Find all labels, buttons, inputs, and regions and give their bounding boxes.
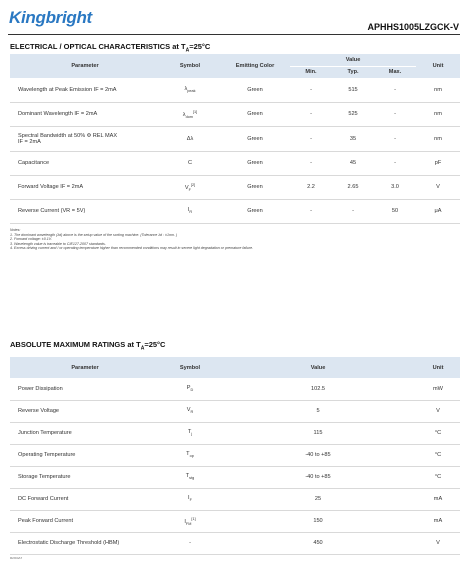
typ-cell: 45 <box>332 151 374 175</box>
parameter-cell <box>10 78 160 102</box>
table-row <box>10 466 460 488</box>
symbol-cell <box>160 466 220 488</box>
parameter-label: Wavelength at Peak Emission IF = 2mA <box>18 86 117 93</box>
parameter-cell <box>10 126 160 151</box>
min-cell: 2.2 <box>290 175 332 199</box>
col-value: Value <box>290 54 416 66</box>
symbol-cell <box>160 510 220 532</box>
symbol-subscript: F <box>189 498 192 503</box>
col-parameter: Parameter <box>10 54 160 78</box>
symbol-note: [1] <box>192 109 198 114</box>
max-cell: - <box>374 126 416 151</box>
absolute-table <box>10 357 460 555</box>
symbol: V <box>186 407 191 414</box>
table-row <box>10 151 460 175</box>
symbol: - <box>189 540 191 546</box>
table-row <box>10 532 460 554</box>
symbol: λ <box>184 86 188 93</box>
col-symbol: Symbol <box>160 54 220 78</box>
max-cell: - <box>374 102 416 126</box>
max-cell: - <box>374 151 416 175</box>
min-cell: - <box>290 102 332 126</box>
emitting-color-cell: Green <box>220 126 290 151</box>
table-row <box>10 488 460 510</box>
symbol-subscript: j <box>191 432 193 437</box>
brand-logo: Kingbright <box>9 8 92 27</box>
unit-cell: nm <box>416 126 460 151</box>
typ-cell: 35 <box>332 126 374 151</box>
value-cell: 115 <box>220 422 416 444</box>
parameter-label: Forward Voltage IF = 2mA <box>18 184 84 190</box>
parameter-cell <box>10 102 160 126</box>
min-cell: - <box>290 126 332 151</box>
min-cell: - <box>290 151 332 175</box>
parameter-cell <box>10 199 160 223</box>
symbol-subscript: R <box>190 410 194 415</box>
emitting-color-cell: Green <box>220 175 290 199</box>
symbol-note: [1] <box>191 516 196 521</box>
max-cell: 50 <box>374 199 416 223</box>
parameter-cell: Storage Temperature <box>10 466 160 488</box>
emitting-color-cell: Green <box>220 78 290 102</box>
symbol: I <box>184 518 186 525</box>
symbol-cell <box>160 378 220 400</box>
table-row <box>10 199 460 223</box>
symbol-subscript: FM <box>185 521 192 526</box>
table-row <box>10 422 460 444</box>
electrical-table <box>10 54 460 224</box>
symbol: T <box>185 473 190 480</box>
parameter-cell: Reverse Voltage <box>10 400 160 422</box>
symbol: I <box>188 495 190 502</box>
table-row <box>10 78 460 102</box>
table-row <box>10 400 460 422</box>
value-cell: 102.5 <box>220 378 416 400</box>
unit-cell: mA <box>416 510 460 532</box>
typ-cell: 515 <box>332 78 374 102</box>
notes <box>10 228 253 251</box>
parameter-cell: Power Dissipation <box>10 378 160 400</box>
col-symbol: Symbol <box>160 357 220 378</box>
col-max: Max. <box>374 66 416 78</box>
symbol-cell <box>160 444 220 466</box>
unit-cell: °C <box>416 444 460 466</box>
symbol-cell <box>160 175 220 199</box>
symbol-subscript: R <box>189 210 193 215</box>
symbol-subscript: op <box>189 454 194 459</box>
typ-cell: - <box>332 199 374 223</box>
note-line: 4. Excess driving current and / or operating temperature higher than recommended conditions may result in severe light degradation or premature failure. <box>10 246 254 251</box>
parameter-cell: Peak Forward Current <box>10 510 160 532</box>
symbol: C <box>187 160 193 166</box>
unit-cell: nm <box>416 102 460 126</box>
value-cell: 5 <box>220 400 416 422</box>
unit-cell: V <box>416 400 460 422</box>
max-cell: - <box>374 78 416 102</box>
value-cell: 25 <box>220 488 416 510</box>
symbol-subscript: F <box>188 187 191 192</box>
parameter-label: Reverse Current (VR = 5V) <box>18 208 86 214</box>
symbol-cell <box>160 151 220 175</box>
symbol: P <box>186 385 191 392</box>
symbol-subscript: peak <box>187 89 196 94</box>
unit-cell: V <box>416 532 460 554</box>
page-header <box>0 0 469 38</box>
unit-cell: °C <box>416 422 460 444</box>
parameter-cell: Electrostatic Discharge Threshold (HBM) <box>10 532 160 554</box>
parameter-cell: Operating Temperature <box>10 444 160 466</box>
value-cell: 450 <box>220 532 416 554</box>
col-unit: Unit <box>416 54 460 78</box>
absolute-section-title: ABSOLUTE MAXIMUM RATINGS at $T_A=25^\circ C$ <box>10 340 166 352</box>
value-cell: 150 <box>220 510 416 532</box>
unit-cell: mA <box>416 488 460 510</box>
symbol-cell <box>160 102 220 126</box>
min-cell: - <box>290 78 332 102</box>
table-row <box>10 510 460 532</box>
col-emitting-color: Emitting Color <box>220 54 290 78</box>
parameter-label: Spectral Bandwidth at 50% Φ REL MAX <box>18 132 118 139</box>
symbol: I <box>187 207 190 214</box>
note-line: Notes: <box>10 228 21 232</box>
symbol-subscript: D <box>190 388 194 393</box>
note-line: 2. Forward voltage: ±0.1V. <box>10 237 52 242</box>
parameter-cell <box>10 151 160 175</box>
typ-cell: 525 <box>332 102 374 126</box>
note-line: 1. The dominant wavelength (λd) above is the setup value of the sorting machine. (Tolerance λd : ±1nm. ) <box>10 232 178 237</box>
note-line: 3. Wavelength value is traceable to CIE127-2007 standards. <box>10 241 106 246</box>
symbol-cell <box>160 532 220 554</box>
emitting-color-cell: Green <box>220 151 290 175</box>
symbol-cell <box>160 199 220 223</box>
electrical-section-title: ELECTRICAL / OPTICAL CHARACTERISTICS at $T_A=25^\circ C$ <box>10 42 211 54</box>
symbol: T <box>187 429 192 436</box>
col-min: Min. <box>290 66 332 78</box>
parameter-condition: IF = 2mA <box>18 138 41 145</box>
symbol-cell <box>160 126 220 151</box>
symbol-cell <box>160 488 220 510</box>
symbol: λ <box>182 111 186 118</box>
value-cell: -40 to +85 <box>220 466 416 488</box>
max-cell: 3.0 <box>374 175 416 199</box>
table-row <box>10 378 460 400</box>
parameter-cell: DC Forward Current <box>10 488 160 510</box>
unit-cell: mW <box>416 378 460 400</box>
min-cell: - <box>290 199 332 223</box>
col-unit: Unit <box>416 357 460 378</box>
parameter-cell <box>10 175 160 199</box>
value-cell: -40 to +85 <box>220 444 416 466</box>
symbol-cell <box>160 400 220 422</box>
symbol: T <box>186 451 190 458</box>
header-divider <box>8 34 460 35</box>
table-row <box>10 175 460 199</box>
table-row <box>10 444 460 466</box>
table-row <box>10 102 460 126</box>
col-typ: Typ. <box>332 66 374 78</box>
symbol-cell <box>160 78 220 102</box>
symbol: V <box>184 184 189 191</box>
symbol-note: [2] <box>190 182 196 187</box>
part-number: APHHS1005LZGCK-V <box>367 22 459 32</box>
typ-cell: 2.65 <box>332 175 374 199</box>
parameter-label: Dominant Wavelength IF = 2mA <box>18 111 98 117</box>
footer-code: R2/D4A7 <box>10 556 23 560</box>
symbol-cell <box>160 422 220 444</box>
unit-cell: nm <box>416 78 460 102</box>
emitting-color-cell: Green <box>220 199 290 223</box>
parameter-cell: Junction Temperature <box>10 422 160 444</box>
symbol-subscript: dom <box>185 114 193 119</box>
symbol-subscript: stg <box>189 476 195 481</box>
unit-cell: μA <box>416 199 460 223</box>
unit-cell: pF <box>416 151 460 175</box>
col-value: Value <box>220 357 416 378</box>
unit-cell: V <box>416 175 460 199</box>
col-parameter: Parameter <box>10 357 160 378</box>
unit-cell: °C <box>416 466 460 488</box>
parameter-label: Capacitance <box>18 160 50 166</box>
table-row <box>10 126 460 151</box>
symbol: Δλ <box>186 135 194 142</box>
emitting-color-cell: Green <box>220 102 290 126</box>
